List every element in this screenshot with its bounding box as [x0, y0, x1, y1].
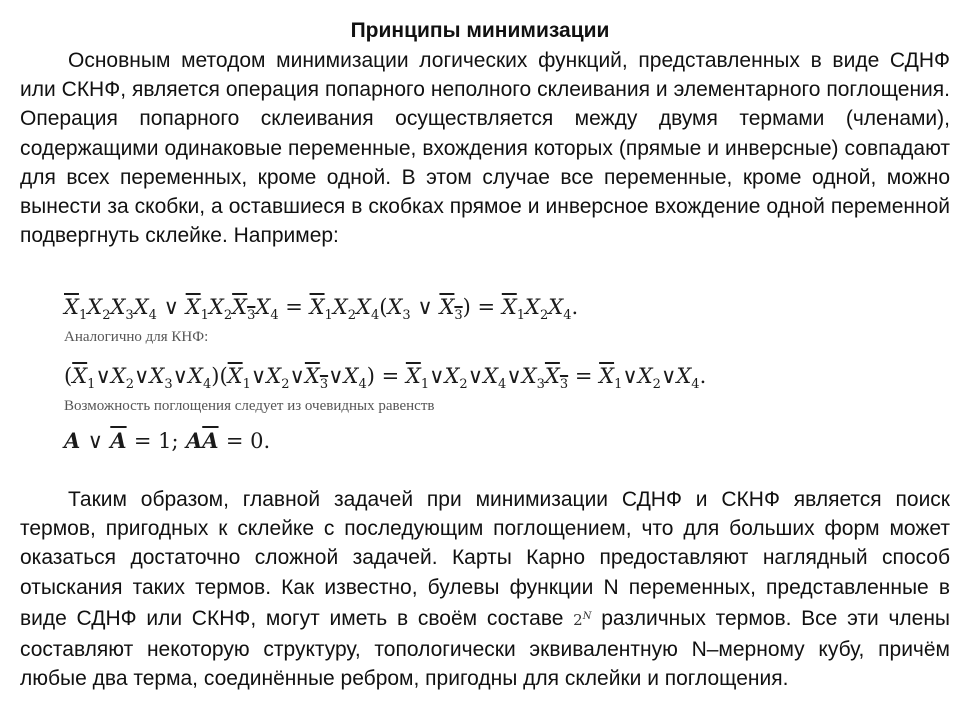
formula-cnf-gluing: $(\overline{X}_1\vee X_2\vee X_3\vee X_4)(\overline{X}_1\vee X_2\vee X_3\vee X_4)$ = $\overline{X}_1\vee X_2\vee X_4\vee X_3X_3$ = $\overline{X}_1\vee X_2\vee X_4$.: [64, 364, 707, 393]
paragraph-conclusion-text-1: Таким образом, главной задачей при минимизации СДНФ и СКНФ является поиск термов, пригодных к склейке с последующим поглощением, что для больших форм может оказаться достаточно сложной задачей. Карты Карно предоставляют наглядный способ отыскания таких термов. Как известно, булевы функции N переменных, представленные в виде СДНФ или СКНФ, могут иметь в своём составе: [20, 488, 950, 630]
power-expression: [573, 611, 591, 629]
slide-title: Принципы минимизации: [350, 19, 610, 42]
paragraph-conclusion: [20, 485, 950, 693]
paragraph-conclusion-text-2: различных термов. Все эти члены составляют некоторую структуру, топологически эквивалентную N–мерному кубу, причём любые два терма, соединённые ребром, пригодны для склейки и поглощения.: [20, 606, 951, 691]
paragraph-intro: [20, 46, 950, 250]
formula-dnf-gluing: $\overline{X}_1X_2X_3X_4$ ∨ $\overline{X}_1X_2X_3X_4 = \overline{X}_1X_2X_4(X_3$ ∨ $X_3) = \overline{X}_1X_2X_4$.: [64, 295, 579, 324]
formula-absorption: A ∨ $\overline{A} = 1$; $A\overline{A} = 0$.: [64, 428, 271, 453]
power-exponent: N: [582, 610, 592, 622]
caption-absorption: Возможность поглощения следует из очевидных равенств: [64, 398, 435, 414]
paragraph-intro-text: Основным методом минимизации логических функций, представленных в виде СДНФ или СКНФ, является операция попарного неполного склеивания и элементарного поглощения. Операция попарного склеивания осуществляется между двумя термами (членами), содержащими одинаковые переменные, вхождения которых (прямые и инверсные) совпадают для всех переменных, кроме одной. В этом случае все переменные, кроме одной, можно вынести за скобки, а оставшиеся в скобках прямое и инверсное вхождение одной переменной подвергнуть склейке. Например:: [20, 49, 950, 248]
power-base: 2: [573, 610, 583, 629]
caption-cnf: Аналогично для КНФ:: [64, 329, 209, 345]
